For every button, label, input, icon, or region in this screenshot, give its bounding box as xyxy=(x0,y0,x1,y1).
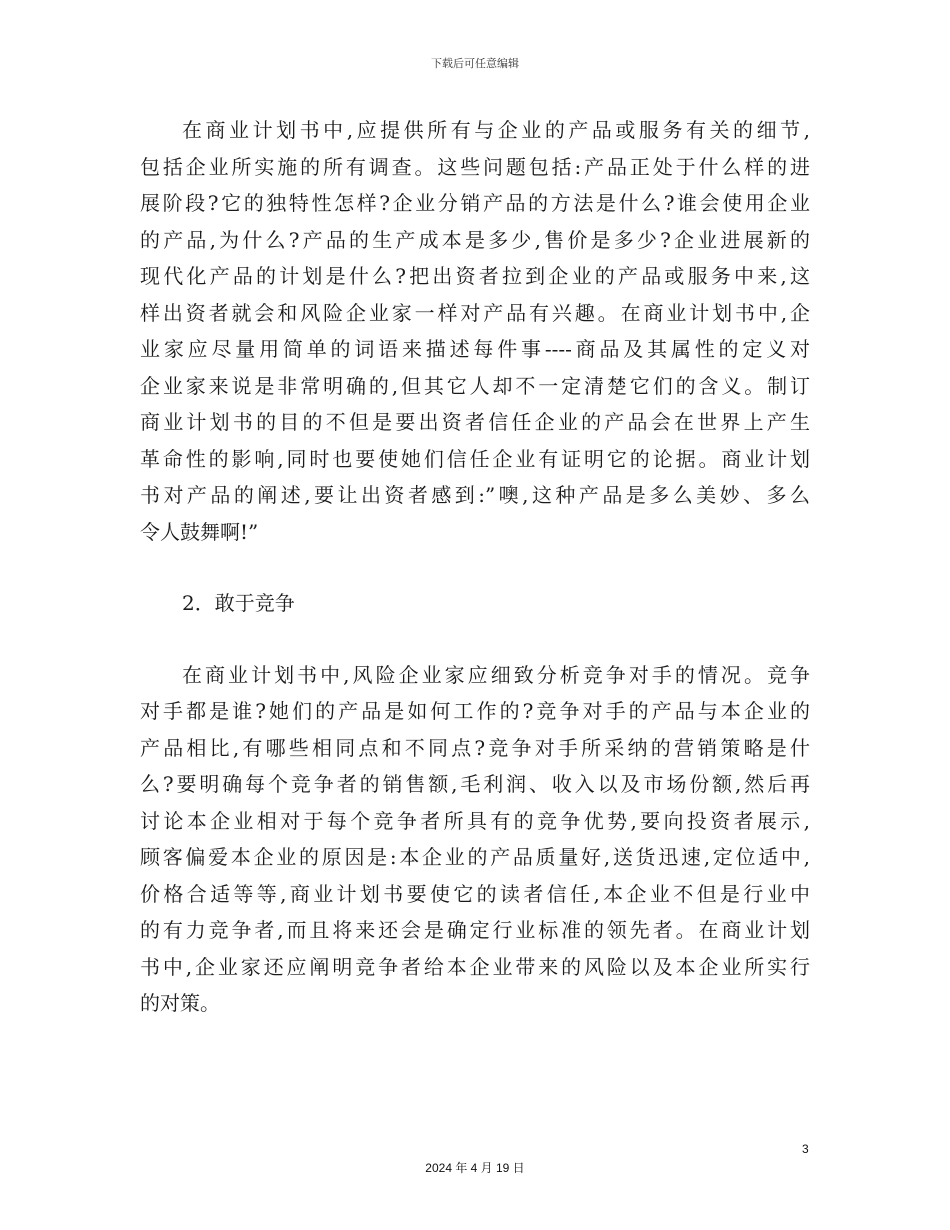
text-line: 革命性的影响,同时也要使她们信任企业有证明它的论据。商业计划 xyxy=(140,446,810,471)
text-line: 书中,企业家还应阐明竞争者给本企业带来的风险以及本企业所实行 xyxy=(140,954,810,979)
footer-date: 2024 年 4 月 19 日 xyxy=(425,1161,525,1175)
text-line: 在商业计划书中,风险企业家应细致分析竞争对手的情况。竞争 xyxy=(182,662,810,687)
text-line: 顾客偏爱本企业的原因是:本企业的产品质量好,送货迅速,定位适中, xyxy=(140,845,810,869)
text-line: 令人鼓舞啊!” xyxy=(140,519,259,544)
text-line: 包括企业所实施的所有调查。这些问题包括:产品正处于什么样的进 xyxy=(140,154,810,179)
text-line: 样出资者就会和风险企业家一样对产品有兴趣。在商业计划书中,企 xyxy=(140,300,810,325)
text-line: 的产品,为什么?产品的生产成本是多少,售价是多少?企业进展新的 xyxy=(140,227,810,252)
text-line: 书对产品的阐述,要让出资者感到:”噢,这种产品是多么美妙、多么 xyxy=(140,483,810,507)
paragraph-spacer xyxy=(140,550,810,585)
text-line: 对手都是谁?她们的产品是如何工作的?竞争对手的产品与本企业的 xyxy=(140,699,810,723)
text-line: 商业计划书的目的不但是要出资者信任企业的产品会在世界上产生 xyxy=(140,410,810,434)
text-line: 么?要明确每个竞争者的销售额,毛利润、收入以及市场份额,然后再 xyxy=(140,772,810,796)
text-line: 企业家来说是非常明确的,但其它人却不一定清楚它们的含义。制订 xyxy=(140,373,810,398)
text-line: 讨论本企业相对于每个竞争者所具有的竞争优势,要向投资者展示, xyxy=(140,808,810,833)
text-line: 现代化产品的计划是什么?把出资者拉到企业的产品或服务中来,这 xyxy=(140,264,810,288)
page-header: 下载后可任意编辑 xyxy=(431,57,519,70)
text-line: 产品相比,有哪些相同点和不同点?竞争对手所采纳的营销策略是什 xyxy=(140,735,810,760)
text-line: 展阶段?它的独特性怎样?企业分销产品的方法是什么?谁会使用企业 xyxy=(140,191,810,215)
text-line: 的对策。 xyxy=(140,991,220,1015)
paragraph-product-details xyxy=(140,112,810,550)
section-heading xyxy=(140,585,810,622)
paragraph-competition xyxy=(140,657,810,1022)
paragraph-spacer xyxy=(140,622,810,657)
document-body xyxy=(140,112,810,1022)
text-line: 业家应尽量用简单的词语来描述每件事----商品及其属性的定义对 xyxy=(140,337,810,361)
page-number: 3 xyxy=(802,1142,809,1156)
section-heading-text: 2．敢于竞争 xyxy=(182,591,295,615)
text-line: 的有力竞争者,而且将来还会是确定行业标准的领先者。在商业计划 xyxy=(140,918,810,942)
text-line: 价格合适等等,商业计划书要使它的读者信任,本企业不但是行业中 xyxy=(140,881,810,906)
text-line: 在商业计划书中,应提供所有与企业的产品或服务有关的细节, xyxy=(182,118,810,142)
